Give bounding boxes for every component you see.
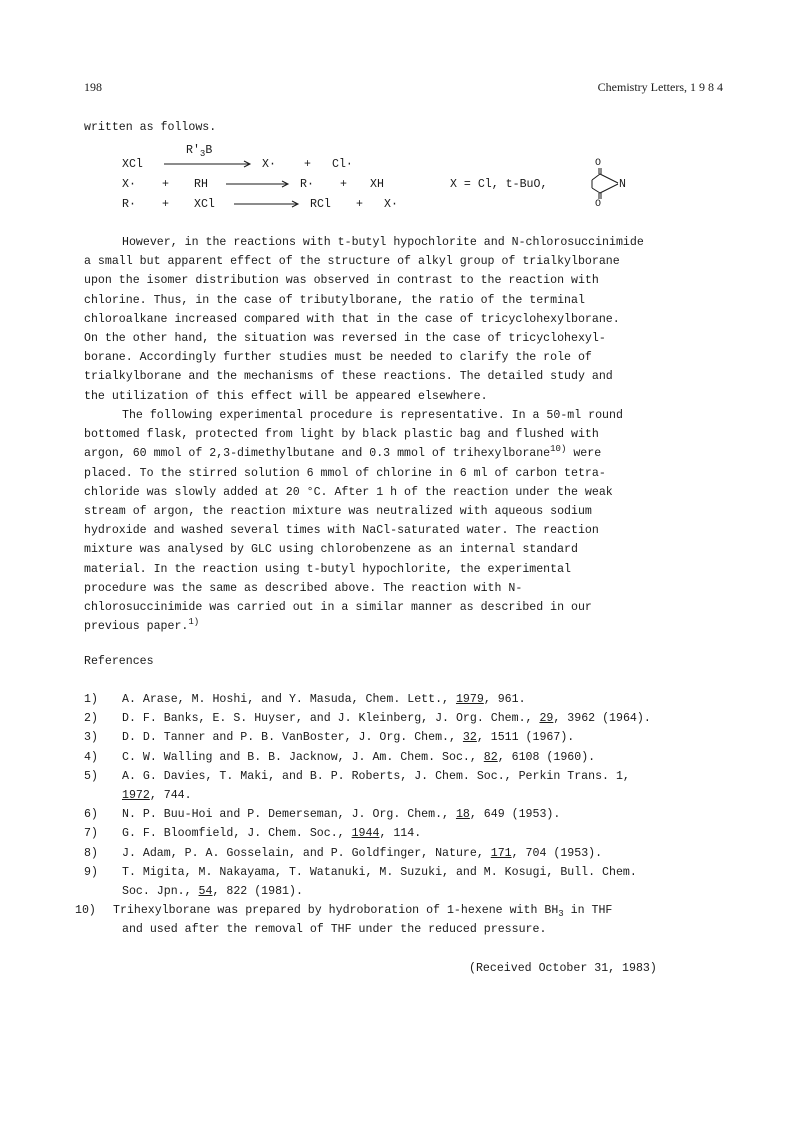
reference-item: 6) N. P. Buu-Hoi and P. Demerseman, J. Org. Chem., 18, 649 (1953).	[84, 808, 561, 822]
catalyst-label: $R'_3B$	[186, 144, 213, 159]
text-line: the utilization of this effect will be appeared elsewhere.	[84, 389, 488, 403]
reference-item: 8) J. Adam, P. A. Gosselain, and P. Goldfinger, Nature, 171, 704 (1953).	[84, 846, 603, 860]
reaction-1-plus: +	[304, 158, 311, 171]
text-line: chloroalkane increased compared with that in the case of tricyclohexylborane.	[84, 312, 620, 326]
text-line: previous paper.$^{1)}$	[84, 617, 200, 634]
reference-item: 9) T. Migita, M. Nakayama, T. Watanuki, M. Suzuki, and M. Kosugi, Bull. Chem.	[84, 865, 637, 879]
reaction-3-plus-1: +	[162, 198, 169, 211]
reference-item: 3) D. D. Tanner and P. B. VanBoster, J. Org. Chem., 32, 1511 (1967).	[84, 731, 575, 745]
text-line: hydroxide and washed several times with NaCl-saturated water. The reaction	[84, 524, 599, 538]
page-number: 198	[84, 80, 102, 94]
reaction-3-plus-2: +	[356, 198, 363, 211]
text-line: On the other hand, the situation was reversed in the case of tricyclohexyl-	[84, 331, 606, 345]
reaction-2-reactant-2: RH	[194, 178, 208, 191]
reaction-2-arrow	[226, 176, 292, 192]
paragraph-2	[84, 406, 724, 636]
text-line: argon, 60 mmol of 2,3-dimethylbutane and 0.3 mmol of trihexylborane$^{10)}$ were	[84, 444, 602, 461]
intro-line: written as follows.	[84, 121, 217, 134]
reference-item: 7) G. F. Bloomfield, J. Chem. Soc., 1944, 114.	[84, 827, 422, 841]
footnote-ref: 1)	[188, 617, 200, 628]
text-line: chloride was slowly added at 20 °C. After 1 h of the reaction under the weak	[84, 485, 613, 499]
text-line: placed. To the stirred solution 6 mmol of chlorine in 6 ml of carbon tetra-	[84, 466, 606, 480]
reference-item: 10) Trihexylborane was prepared by hydroboration of 1-hexene with $BH_3$ in THF	[75, 904, 613, 920]
text-line: material. In the reaction using t-butyl hypochlorite, the experimental	[84, 562, 572, 576]
ring-oxygen-top: O	[595, 158, 602, 169]
reaction-2-plus-2: +	[340, 178, 347, 191]
reaction-1-arrow	[164, 156, 254, 172]
reference-item: 5) A. G. Davies, T. Maki, and B. P. Roberts, J. Chem. Soc., Perkin Trans. 1,	[84, 769, 630, 783]
reaction-1-reactant: XCl	[122, 158, 143, 171]
reaction-3-reactant-1: R·	[122, 198, 136, 211]
reference-continuation: Soc. Jpn., 54, 822 (1981).	[122, 884, 303, 898]
reference-continuation: 1972, 744.	[122, 788, 192, 802]
reaction-3-arrow	[234, 196, 302, 212]
text-line: a small but apparent effect of the structure of alkyl group of trialkylborane	[84, 255, 620, 269]
text-line: stream of argon, the reaction mixture was neutralized with aqueous sodium	[84, 504, 592, 518]
journal-running-head: Chemistry Letters, 1 9 8 4	[597, 80, 723, 94]
references-list	[75, 690, 724, 939]
text-line: chlorosuccinimide was carried out in a similar manner as described in our	[84, 600, 592, 614]
reference-item: 2) D. F. Banks, E. S. Huyser, and J. Kleinberg, J. Org. Chem., 29, 3962 (1964).	[84, 712, 651, 726]
footnote-ref: 10)	[550, 444, 567, 455]
ring-nitrogen: N	[619, 178, 626, 191]
reaction-1-product-2: Cl·	[332, 158, 353, 171]
reaction-2-plus-1: +	[162, 178, 169, 191]
text-line: The following experimental procedure is representative. In a 50-ml round	[122, 409, 623, 422]
x-definition: X = Cl, t-BuO,	[450, 178, 548, 191]
reaction-3-product-1: RCl	[310, 198, 331, 211]
text-line: borane. Accordingly further studies must be needed to clarify the role of	[84, 351, 592, 365]
text-line: bottomed flask, protected from light by black plastic bag and flushed with	[84, 428, 599, 442]
references-heading: References	[84, 655, 154, 668]
text-line: procedure was the same as described above. The reaction with N-	[84, 581, 523, 595]
text-line: chlorine. Thus, in the case of tributylborane, the ratio of the terminal	[84, 293, 585, 307]
text-line: mixture was analysed by GLC using chlorobenzene as an internal standard	[84, 543, 578, 557]
text-line: trialkylborane and the mechanisms of these reactions. The detailed study and	[84, 370, 613, 384]
reference-item: 4) C. W. Walling and B. B. Jacknow, J. Am. Chem. Soc., 82, 6108 (1960).	[84, 750, 596, 764]
succinimide-ring-icon	[588, 166, 624, 202]
ring-oxygen-bottom: O	[595, 199, 602, 210]
reaction-3-reactant-2: XCl	[194, 198, 215, 211]
received-date: (Received October 31, 1983)	[469, 962, 657, 975]
reaction-2-product-2: XH	[370, 178, 384, 191]
reaction-2-reactant-1: X·	[122, 178, 136, 191]
reaction-2-product-1: R·	[300, 178, 314, 191]
text-line: However, in the reactions with t-butyl hypochlorite and N-chlorosuccinimide	[122, 236, 644, 249]
reaction-1-product-1: X·	[262, 158, 276, 171]
paragraph-1	[84, 233, 724, 406]
text-line: upon the isomer distribution was observed in contrast to the reaction with	[84, 274, 599, 288]
reference-continuation: and used after the removal of THF under the reduced pressure.	[122, 923, 547, 937]
reaction-3-product-2: X·	[384, 198, 398, 211]
reference-item: 1) A. Arase, M. Hoshi, and Y. Masuda, Chem. Lett., 1979, 961.	[84, 693, 526, 706]
